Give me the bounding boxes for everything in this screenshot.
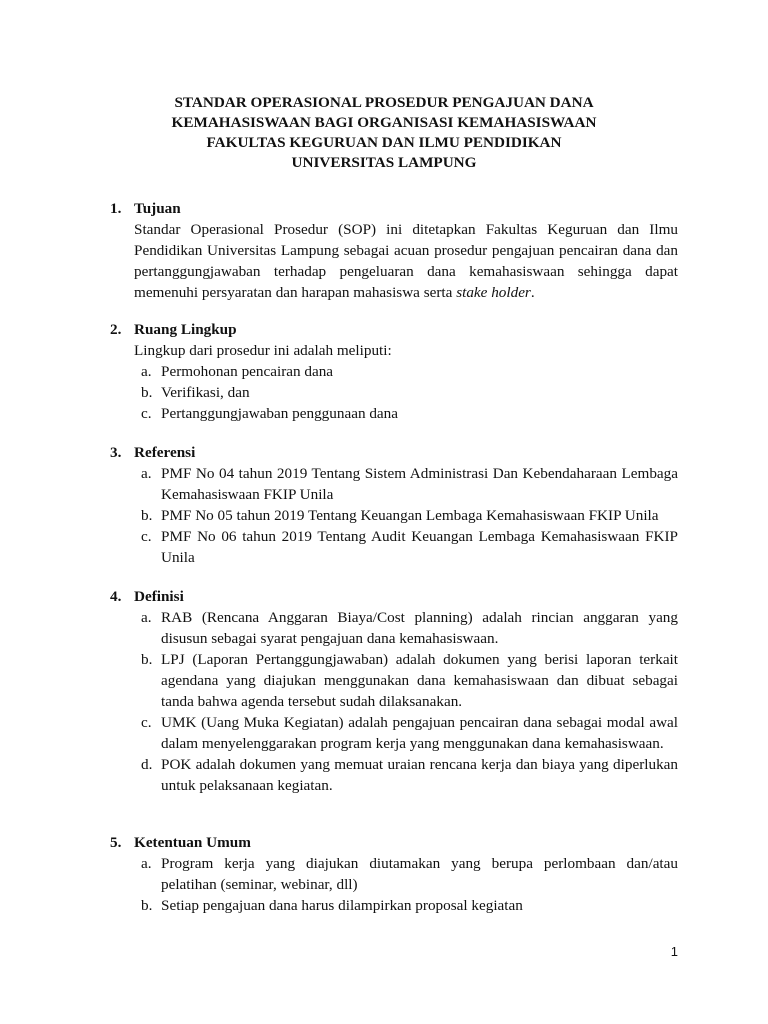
tujuan-italic-text: stake holder (456, 284, 531, 301)
section-heading (110, 198, 678, 219)
section-number: 1. (110, 200, 122, 217)
section-title: Definisi (134, 588, 184, 605)
list-item (110, 649, 678, 712)
list-item-text: POK adalah dokumen yang memuat uraian rencana kerja dan biaya yang diperlukan untuk pelaksanaan kegiatan. (161, 756, 678, 794)
section-title: Ruang Lingkup (134, 321, 237, 338)
list-item (110, 754, 678, 796)
list-marker: c. (141, 528, 152, 545)
title-line-1: STANDAR OPERASIONAL PROSEDUR PENGAJUAN DANA (174, 94, 594, 111)
list-item-text: UMK (Uang Muka Kegiatan) adalah pengajuan pencairan dana sebagai modal awal dalam menyelenggarakan program kerja yang menggunakan dana kemahasiswaan. (161, 714, 678, 752)
section-title: Ketentuan Umum (134, 834, 251, 851)
title-line-2: KEMAHASISWAAN BAGI ORGANISASI KEMAHASISWAAN (171, 114, 597, 131)
list-marker: b. (141, 384, 153, 401)
tujuan-paragraph (134, 219, 678, 303)
list-item-text: Verifikasi, dan (161, 384, 250, 401)
list-item-text: RAB (Rencana Anggaran Biaya/Cost planning) adalah rincian anggaran yang disusun sebagai syarat pengajuan dana kemahasiswaan. (161, 609, 678, 647)
list-item (110, 382, 678, 403)
list-item-text: LPJ (Laporan Pertanggungjawaban) adalah dokumen yang berisi laporan terkait agendana yang diajukan menggunakan dana kemahasiswaan dan dibuat sebagai tanda bahwa agenda tersebut sudah dilaksanakan. (161, 651, 678, 710)
page-number: 1 (670, 944, 678, 959)
list-item-text: Program kerja yang diajukan diutamakan yang berupa perlombaan dan/atau pelatihan (seminar, webinar, dll) (161, 855, 678, 893)
list-item (110, 895, 678, 916)
section-title: Referensi (134, 444, 196, 461)
section-referensi (110, 442, 678, 568)
document-title (110, 93, 658, 173)
list-marker: a. (141, 465, 152, 482)
list-marker: a. (141, 609, 152, 626)
tujuan-text-end: . (530, 284, 535, 301)
list-marker: d. (141, 756, 153, 773)
list-item (110, 712, 678, 754)
section-ketentuan-umum (110, 832, 678, 916)
list-item-text: Permohonan pencairan dana (161, 363, 334, 380)
list-marker: a. (141, 363, 152, 380)
list-item-text: PMF No 06 tahun 2019 Tentang Audit Keuangan Lembaga Kemahasiswaan FKIP Unila (161, 528, 678, 566)
list-marker: b. (141, 507, 153, 524)
ruang-lingkup-list (110, 361, 678, 424)
list-marker: c. (141, 405, 152, 422)
section-heading (110, 319, 678, 340)
tujuan-text: Standar Operasional Prosedur (SOP) ini ditetapkan Fakultas Keguruan dan Ilmu Pendidikan Universitas Lampung sebagai acuan prosedur pengajuan pencairan dana dan pertanggungjawaban terhadap pengeluaran dana kemahasiswaan sehingga dapat memenuhi persyaratan dan harapan mahasiswa serta (134, 221, 678, 301)
title-line-4: UNIVERSITAS LAMPUNG (291, 154, 477, 171)
list-item-text: Pertanggungjawaban penggunaan dana (161, 405, 399, 422)
list-item-text: PMF No 05 tahun 2019 Tentang Keuangan Lembaga Kemahasiswaan FKIP Unila (161, 507, 659, 524)
ketentuan-umum-list (110, 853, 678, 916)
section-title: Tujuan (134, 200, 181, 217)
list-item (110, 463, 678, 505)
list-item-text: Setiap pengajuan dana harus dilampirkan proposal kegiatan (161, 897, 523, 914)
list-item-text: PMF No 04 tahun 2019 Tentang Sistem Administrasi Dan Kebendaharaan Lembaga Kemahasiswaan FKIP Unila (161, 465, 678, 503)
list-item (110, 607, 678, 649)
list-item (110, 505, 678, 526)
list-marker: a. (141, 855, 152, 872)
list-item (110, 403, 678, 424)
list-marker: c. (141, 714, 152, 731)
list-item (110, 361, 678, 382)
referensi-list (110, 463, 678, 568)
section-heading (110, 586, 678, 607)
ruang-lingkup-intro: Lingkup dari prosedur ini adalah meliputi: (134, 342, 392, 359)
section-number: 4. (110, 588, 122, 605)
definisi-list (110, 607, 678, 796)
list-marker: b. (141, 651, 153, 668)
list-marker: b. (141, 897, 153, 914)
section-ruang-lingkup (110, 319, 678, 424)
section-heading (110, 442, 678, 463)
list-item (110, 526, 678, 568)
section-tujuan (110, 198, 678, 303)
title-line-3: FAKULTAS KEGURUAN DAN ILMU PENDIDIKAN (206, 134, 562, 151)
list-item (110, 853, 678, 895)
section-definisi (110, 586, 678, 796)
section-number: 5. (110, 834, 122, 851)
section-number: 3. (110, 444, 122, 461)
section-number: 2. (110, 321, 122, 338)
section-heading (110, 832, 678, 853)
